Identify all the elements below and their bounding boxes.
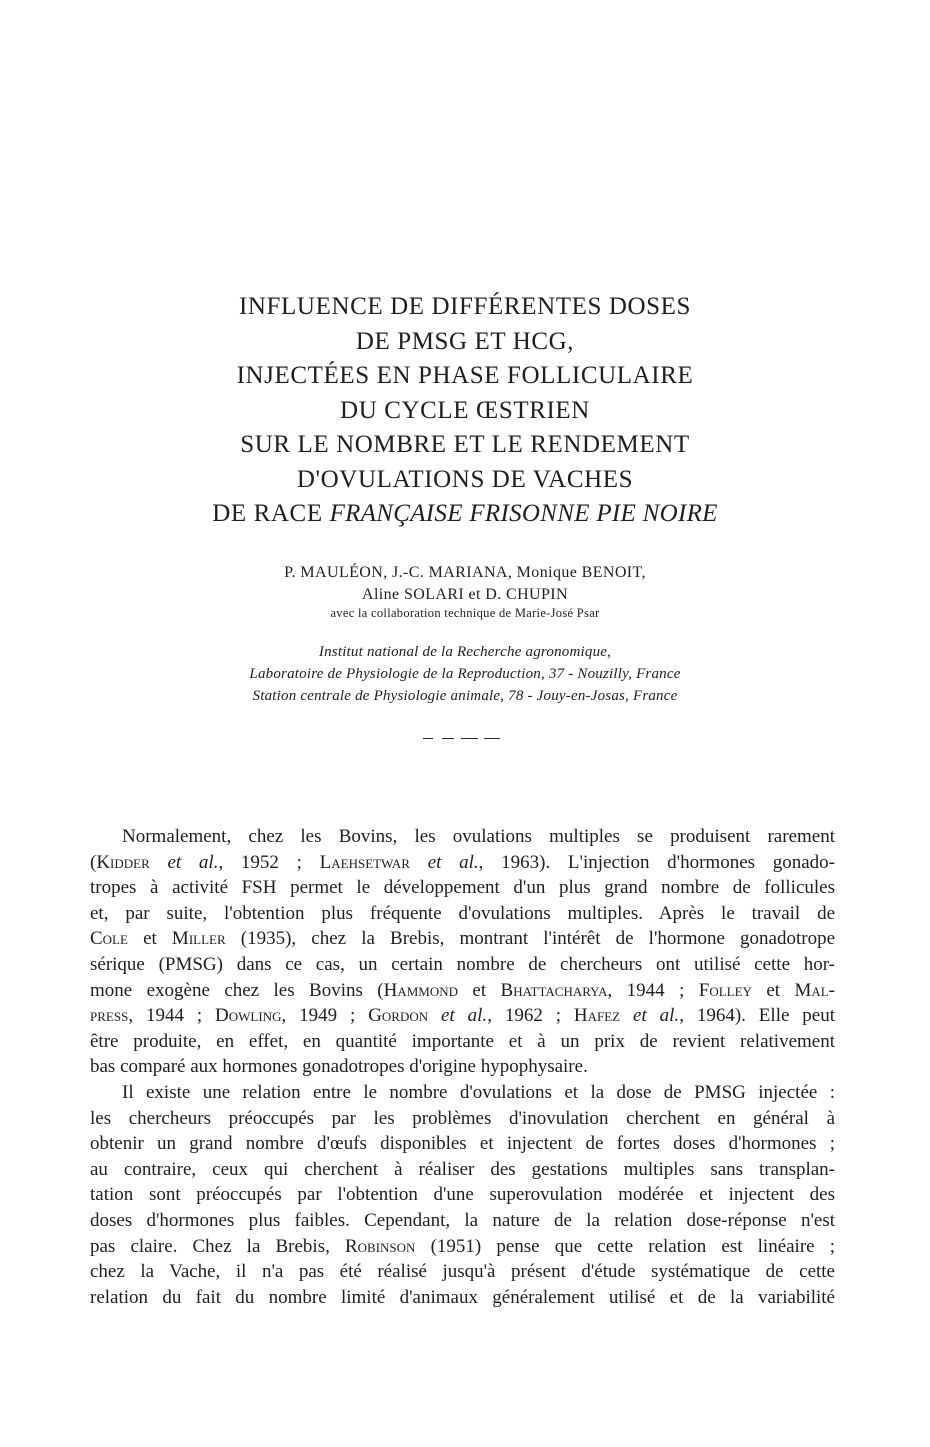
text-run: Normalement, chez les Bovins, les ovulations multiples se produisent rarement xyxy=(122,826,835,847)
text-run: et xyxy=(127,928,172,950)
author-citation: Mal- xyxy=(794,979,835,1001)
text-run: et xyxy=(458,979,501,1001)
author-citation: Robinson xyxy=(344,1235,416,1257)
author-citation: Hafez xyxy=(573,1005,621,1027)
text-run: obtenir un grand nombre d'œufs disponibles et injectent de fortes doses d'hormones ; xyxy=(90,1133,835,1155)
author-citation: Hammond xyxy=(383,979,459,1001)
text-line xyxy=(90,1054,835,1080)
title-line: INFLUENCE DE DIFFÉRENTES DOSES xyxy=(238,293,692,320)
affiliation-line: Station centrale de Physiologie animale, 78 - Jouy-en-Josas, France xyxy=(252,688,678,704)
author-citation: press xyxy=(90,1005,129,1027)
author-line: Aline SOLARI et D. CHUPIN xyxy=(362,586,568,603)
text-run: Il existe une relation entre le nombre d'ovulations et la dose de PMSG injectée : xyxy=(122,1081,835,1103)
title-prefix: DE RACE xyxy=(212,500,330,527)
author-citation: Gordon xyxy=(368,1005,429,1027)
separator-dash xyxy=(461,738,478,739)
text-line xyxy=(90,824,835,850)
article-body xyxy=(90,824,835,1310)
author-citation: Dowling xyxy=(215,1005,282,1027)
paragraph xyxy=(90,824,835,1080)
text-run: sérique (PMSG) dans ce cas, un certain nombre de chercheurs ont utilisé cette hor- xyxy=(90,953,835,975)
text-run: , 1944 ; xyxy=(607,979,699,1001)
text-run: , 1962 ; xyxy=(487,1005,574,1027)
text-run: bas comparé aux hormones gonadotropes d'origine hypophysaire. xyxy=(90,1056,588,1078)
text-run: et xyxy=(751,979,795,1001)
text-line xyxy=(90,1106,835,1132)
text-line xyxy=(90,1285,835,1311)
title-line: DE PMSG ET HCG, xyxy=(355,327,575,355)
text-run: , 1944 ; xyxy=(128,1005,216,1027)
citation-etal: et al. xyxy=(149,851,219,873)
text-run: , 1952 ; xyxy=(218,851,320,873)
text-line xyxy=(90,1131,835,1157)
title-line: SUR LE NOMBRE ET LE RENDEMENT xyxy=(240,431,690,458)
text-run: tropes à activité FSH permet le développement d'un plus grand nombre de follicules xyxy=(90,877,835,899)
text-line xyxy=(90,1234,835,1260)
separator-dash xyxy=(484,738,500,739)
text-run: , 1963). L'injection d'hormones gonado- xyxy=(478,851,835,873)
citation-etal: et al. xyxy=(428,1005,488,1027)
text-line xyxy=(90,1259,835,1285)
text-run: (1951) pense que cette relation est linéaire ; xyxy=(415,1235,835,1257)
author-citation: Laehsetwar xyxy=(319,851,410,873)
separator-dash xyxy=(442,738,454,739)
text-line xyxy=(90,901,835,927)
text-line xyxy=(90,1003,835,1029)
text-run: , 1964). Elle peut xyxy=(679,1005,836,1027)
text-line xyxy=(90,926,835,952)
text-run: tation sont préoccupés par l'obtention d'une superovulation modérée et injectent des xyxy=(90,1184,835,1206)
text-line xyxy=(90,952,835,978)
author-line: P. MAULÉON, J.-C. MARIANA, Monique BENOIT, xyxy=(284,564,646,581)
affiliations xyxy=(0,641,930,707)
title-line: D'OVULATIONS DE VACHES xyxy=(296,465,634,493)
text-run: mone exogène chez les Bovins ( xyxy=(90,979,384,1001)
text-line xyxy=(90,850,835,876)
author-citation: Cole xyxy=(90,928,128,950)
paragraph xyxy=(90,1080,835,1310)
separator-dash xyxy=(423,738,433,739)
text-run: (1935), chez la Brebis, montrant l'intérêt de l'hormone gonadotrope xyxy=(225,928,835,950)
author-citation: Folley xyxy=(698,979,752,1001)
text-run: être produite, en effet, en quantité importante et à un prix de revient relativement xyxy=(90,1030,835,1052)
title-breed: FRANÇAISE FRISONNE PIE NOIRE xyxy=(329,500,718,527)
author-citation: Kidder xyxy=(96,851,150,873)
text-line xyxy=(90,1182,835,1208)
affiliation-line: Institut national de la Recherche agronomique, xyxy=(318,644,612,660)
text-line xyxy=(90,978,835,1004)
text-run: relation du fait du nombre limité d'animaux généralement utilisé et de la variabilité xyxy=(90,1286,835,1308)
text-run: les chercheurs préoccupés par les problèmes d'inovulation cherchent en général à xyxy=(90,1107,835,1129)
text-run: chez la Vache, il n'a pas été réalisé jusqu'à présent d'étude systématique de cette xyxy=(90,1261,835,1283)
text-run: , 1949 ; xyxy=(281,1005,369,1027)
author-list xyxy=(0,562,930,606)
author-citation: Miller xyxy=(171,928,226,950)
text-run: pas claire. Chez la Brebis, xyxy=(90,1235,345,1257)
text-run: et, par suite, l'obtention plus fréquente d'ovulations multiples. Après le travail de xyxy=(90,902,835,924)
text-run: ( xyxy=(90,851,97,873)
citation-etal: et al. xyxy=(620,1005,680,1027)
affiliation-line: Laboratoire de Physiologie de la Reproduction, 37 - Nouzilly, France xyxy=(249,666,681,682)
text-line xyxy=(90,875,835,901)
title-line-last xyxy=(0,497,930,532)
text-line xyxy=(90,1080,835,1106)
text-line xyxy=(90,1157,835,1183)
title-line: DU CYCLE ŒSTRIEN xyxy=(340,396,590,424)
author-citation: Bhattacharya xyxy=(500,979,608,1001)
citation-etal: et al. xyxy=(409,851,479,873)
title-line: INJECTÉES EN PHASE FOLLICULAIRE xyxy=(236,362,694,389)
text-line xyxy=(90,1208,835,1234)
technical-collaboration: avec la collaboration technique de Marie-José Psar xyxy=(330,606,600,620)
text-run: doses d'hormones plus faibles. Cependant, la nature de la relation dose-réponse n'est xyxy=(90,1209,835,1231)
article-title xyxy=(0,290,930,532)
text-line xyxy=(90,1029,835,1055)
text-run: au contraire, ceux qui cherchent à réaliser des gestations multiples sans transplan- xyxy=(90,1158,835,1180)
